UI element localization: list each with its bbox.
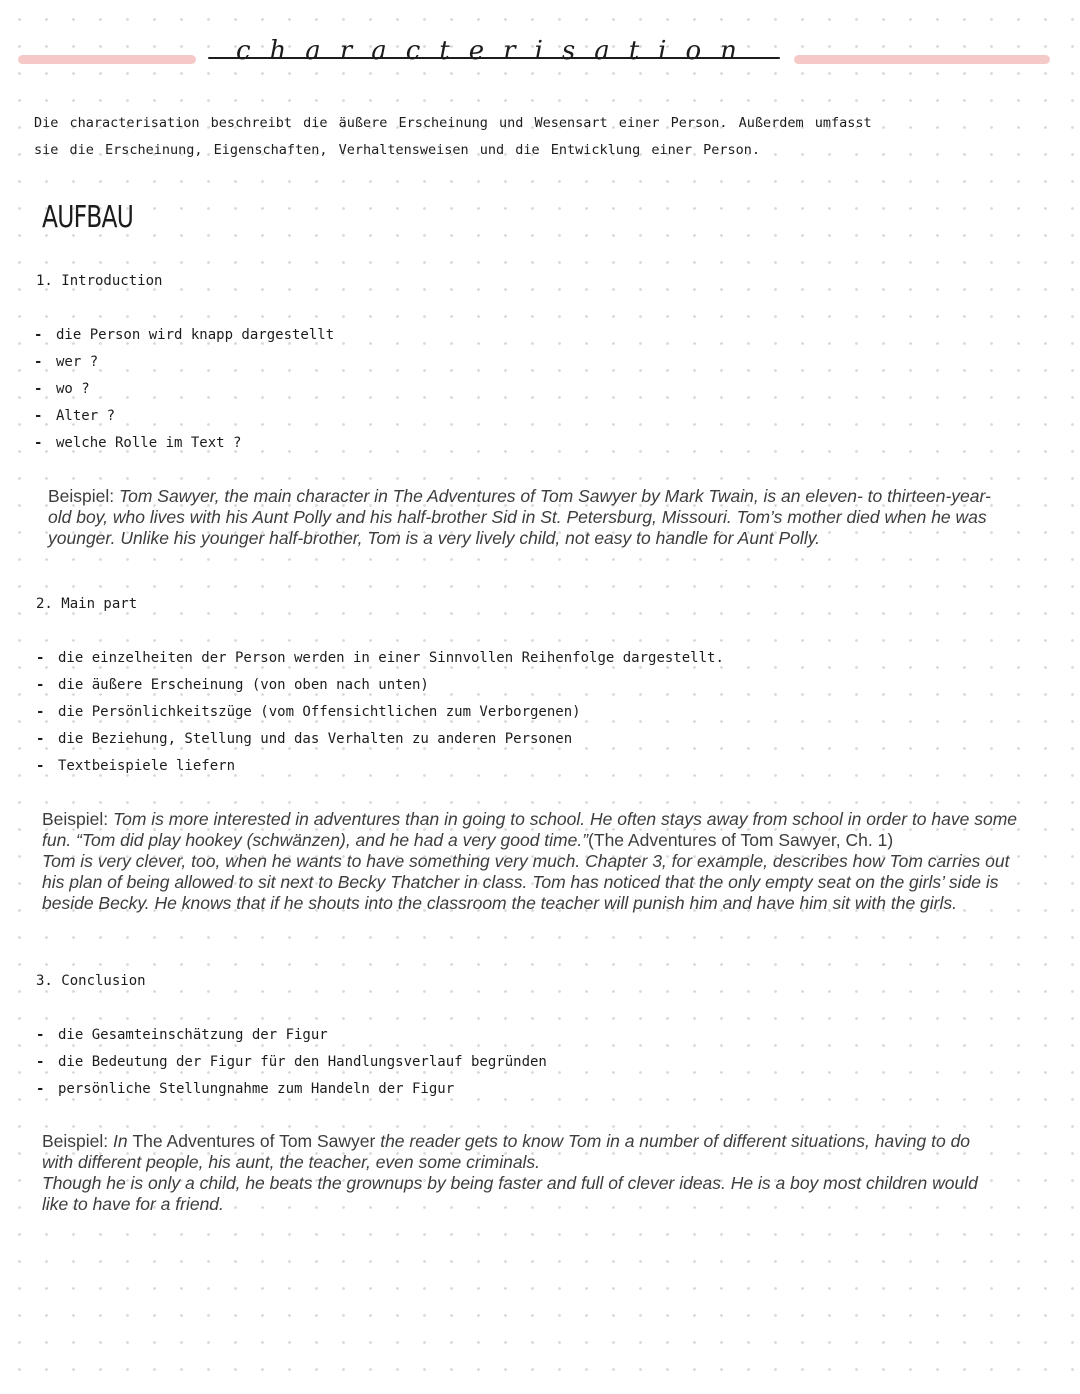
- list-item: - die Bedeutung der Figur für den Handlungsverlauf begründen: [36, 1049, 547, 1076]
- section-main-part-title: 2. Main part: [36, 596, 138, 612]
- main-part-bullet-list: [36, 645, 724, 780]
- intro-line-1: Die characterisation beschreibt die äußere Erscheinung und Wesensart einer Person. Außerdem umfasst: [34, 115, 872, 131]
- list-item: - die äußere Erscheinung (von oben nach unten): [36, 672, 724, 699]
- example-text-part-2: the reader gets to know Tom in a number of different situations, having to do with different people, his aunt, the teacher, even some criminals.: [42, 1131, 971, 1172]
- dash-marker: -: [36, 758, 45, 774]
- introduction-bullet-list: [34, 322, 334, 457]
- example-label: Beispiel:: [42, 809, 114, 829]
- dash-marker: -: [34, 354, 43, 370]
- example-citation: (The Adventures of Tom Sawyer, Ch. 1): [588, 830, 894, 850]
- example-text-part-3: Though he is only a child, he beats the grownups by being faster and full of clever ideas. He is a boy most children would like to have for a friend.: [42, 1173, 978, 1214]
- list-item: - die Person wird knapp dargestellt: [34, 322, 334, 349]
- conclusion-example: [42, 1131, 1002, 1215]
- title-block: [208, 38, 780, 68]
- list-item: - die Beziehung, Stellung und das Verhalten zu anderen Personen: [36, 726, 724, 753]
- intro-line-2: sie die Erscheinung, Eigenschaften, Verhaltensweisen und die Entwicklung einer Person.: [34, 142, 760, 158]
- dash-marker: -: [34, 435, 43, 451]
- aufbau-heading: AUFBAU: [42, 200, 134, 235]
- list-item: - wo ?: [34, 376, 334, 403]
- example-label: Beispiel:: [42, 1131, 114, 1151]
- section-introduction-title: 1. Introduction: [36, 273, 163, 289]
- dash-marker: -: [34, 327, 43, 343]
- dash-marker: -: [36, 1081, 45, 1097]
- dash-marker: -: [36, 650, 45, 666]
- intro-paragraph: [34, 110, 1054, 164]
- dash-marker: -: [36, 677, 45, 693]
- list-item: - welche Rolle im Text ?: [34, 430, 334, 457]
- introduction-example: [48, 486, 1008, 549]
- list-item: - Alter ?: [34, 403, 334, 430]
- list-item: - die Persönlichkeitszüge (vom Offensichtlichen zum Verborgenen): [36, 699, 724, 726]
- main-part-example: [42, 809, 1017, 914]
- list-item: - die einzelheiten der Person werden in einer Sinnvollen Reihenfolge dargestellt.: [36, 645, 724, 672]
- list-item: - wer ?: [34, 349, 334, 376]
- example-book-title: The Adventures of Tom Sawyer: [132, 1131, 376, 1151]
- example-text: Tom Sawyer, the main character in The Adventures of Tom Sawyer by Mark Twain, is an eleven- to thirteen-year-old boy, who lives with his Aunt Polly and his half-brother Sid in St. Petersburg, Missouri. Tom’s mother died when he was younger. Unlike his younger half-brother, Tom is a very lively child, not easy to handle for Aunt Polly.: [48, 486, 991, 548]
- page-title: characterisation: [236, 36, 756, 66]
- example-label: Beispiel:: [48, 486, 120, 506]
- dash-marker: -: [36, 1054, 45, 1070]
- dash-marker: -: [34, 408, 43, 424]
- dash-marker: -: [36, 731, 45, 747]
- list-item: - Textbeispiele liefern: [36, 753, 724, 780]
- dash-marker: -: [36, 1027, 45, 1043]
- dash-marker: -: [34, 381, 43, 397]
- example-text-part-1: In: [113, 1131, 133, 1151]
- header-right-highlight: [794, 55, 1050, 64]
- dash-marker: -: [36, 704, 45, 720]
- example-text-part-1: Tom is more interested in adventures than in going to school. He often stays away from school in order to have some fun. “Tom did play hookey (schwänzen), and he had a very good time.”: [42, 809, 1018, 850]
- example-text-part-2: Tom is very clever, too, when he wants to have something very much. Chapter 3, for example, describes how Tom carries out his plan of being allowed to sit next to Becky Thatcher in class. Tom has noticed that the only empty seat on the girls’ side is beside Becky. He knows that if he shouts into the classroom the teacher will punish him and have him sit with the girls.: [42, 851, 1010, 913]
- list-item: - persönliche Stellungnahme zum Handeln der Figur: [36, 1076, 547, 1103]
- header-left-highlight: [18, 55, 196, 64]
- conclusion-bullet-list: [36, 1022, 547, 1103]
- section-conclusion-title: 3. Conclusion: [36, 973, 146, 989]
- list-item: - die Gesamteinschätzung der Figur: [36, 1022, 547, 1049]
